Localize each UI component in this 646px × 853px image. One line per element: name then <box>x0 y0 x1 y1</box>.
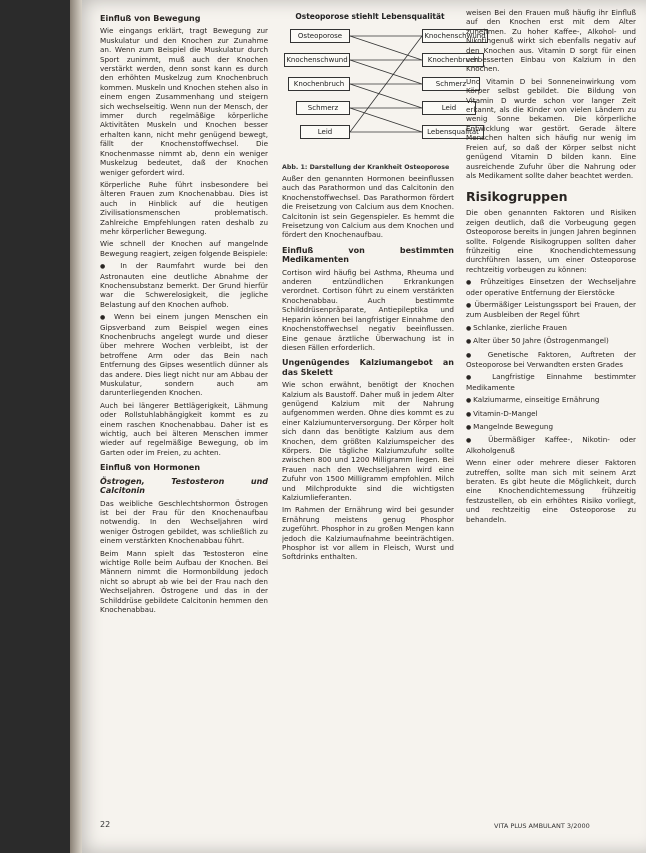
risk-bullet: ● Übermäßiger Kaffee-, Nikotin- oder Alkoholgenuß <box>466 435 636 455</box>
paragraph: Im Rahmen der Ernährung wird bei gesunder Ernährung meistens genug Phosphor zugeführt. Phosphor in zu großen Mengen kann jedoch die Kalziumaufnahme beeinträchtigen. Phosphor ist vor allem in Fleisch, Wurst und Softdrinks enthalten. <box>282 505 454 562</box>
diagram-box-left: Knochenbruch <box>288 77 350 91</box>
heading-hormone: Einfluß von Hormonen <box>100 463 201 473</box>
column-right <box>466 8 636 813</box>
heading-bewegung: Einfluß von Bewegung <box>100 14 201 23</box>
heading-medikamente: Einfluß von bestimmten Medikamenten <box>282 245 454 265</box>
bullet-item: ● Wenn bei einem jungen Menschen ein Gipsverband zum Beispiel wegen eines Knochenbruchs angelegt wurde und dieser über mehrere Wochen verbleibt, ist der betroffene Arm oder das Bein nach Entfernung des Gipses wesentlich dünner als das andere. Dies liegt nicht nur am Abbau der Muskulatur, sondern auch am darunterliegenden Knochen. <box>100 312 268 398</box>
diagram-box-left: Osteoporose <box>290 29 350 43</box>
paragraph: Auch bei längerer Bettlägerigkeit, Lähmung oder Rollstuhlabhängigkeit kommt es zu einem raschen Knochenabbau. Daher ist es wichtig, auch bei älteren Menschen immer wieder auf regelmäßige Bewegung, ob im Garten oder im Freien, zu achten. <box>100 400 268 457</box>
paragraph: Wie schnell der Knochen auf mangelnde Bewegung reagiert, zeigen folgende Beispiele: <box>100 239 268 258</box>
risk-bullet: ● Frühzeitiges Einsetzen der Wechseljahre oder operative Entfernung der Eierstöcke <box>466 277 636 297</box>
heading-kalzium: Ungenügendes Kalziumangebot an das Skelett <box>282 358 454 377</box>
diagram-box-left: Schmerz <box>296 101 350 115</box>
paragraph: Die oben genannten Faktoren und Risiken zeigen deutlich, daß die Vorbeugung gegen Osteoporose bereits in jungen Jahren beginnen sollte. Folgende Risikogruppen sollten daher frühzeitig eine Knochendichtemessung durchführen lassen, um einer Osteoporose rechtzeitig vorbeugen zu können: <box>466 208 636 274</box>
subheading-oestrogen: Östrogen, Testosteron und Calcitonin <box>100 476 268 496</box>
risk-bullet: ● Alter über 50 Jahre (Östrogenmangel) <box>466 336 636 346</box>
magazine-footer: VITA PLUS AMBULANT 3/2000 <box>494 822 590 830</box>
diagram-box-right: Schmerz <box>422 77 480 91</box>
risk-bullet: ● Mangelnde Bewegung <box>466 422 636 432</box>
book-spine <box>70 0 82 853</box>
heading-risikogruppen: Risikogruppen <box>466 189 568 205</box>
paragraph: Cortison wird häufig bei Asthma, Rheuma und anderen entzündlichen Erkrankungen verordnet. Cortison führt zu einem verstärkten Knochenabbau. Auch bestimmte Schilddrüsenpräparate, Antiepileptika und Heparin können bei langfristiger Einnahme den Knochenstoffwechsel negativ beeinflussen. Eine genaue ärztliche Überwachung ist in diesen Fällen erforderlich. <box>282 267 454 352</box>
diagram-caption: Abb. 1: Darstellung der Krankheit Osteoporose <box>282 164 450 171</box>
paragraph: Beim Mann spielt das Testosteron eine wichtige Rolle beim Aufbau der Knochen. Bei Männern nimmt die Hormonbildung jedoch nicht so abrupt ab wie bei der Frau nach den Wechseljahren. Östrogene und das in der Schilddrüse gebildete Calcitonin hemmen den Knochenabbau. <box>100 548 268 614</box>
paragraph: weisen Bei den Frauen muß häufig ihr Einfluß auf den Knochen erst mit dem Alter zunehmen. Zu hoher Kaffee-, Alkohol- und Nikotingenuß wirkt sich ebenfalls negativ auf den Knochen aus. Vitamin D sorgt für einen verbesserten Einbau von Kalzium in den Knochen. <box>466 8 636 74</box>
osteoporosis-diagram <box>282 12 486 174</box>
column-left <box>100 8 268 818</box>
risk-bullet: ● Übermäßiger Leistungssport bei Frauen, der zum Ausbleiben der Regel führt <box>466 300 636 320</box>
paragraph: Wenn einer oder mehrere dieser Faktoren zutreffen, sollte man sich mit seinem Arzt beraten. Es gibt heute die Möglichkeit, durch eine Knochendichtemessung frühzeitig festzustellen, ob ein erhöhtes Risiko vorliegt, und rechtzeitig eine Osteoporose zu behandeln. <box>466 458 636 524</box>
risk-bullet: ● Langfristige Einnahme bestimmter Medikamente <box>466 372 636 392</box>
risk-bullet: ● Kalziumarme, einseitige Ernährung <box>466 395 636 405</box>
diagram-box-right: Lebensqualität <box>422 125 484 139</box>
diagram-box-right: Leid <box>422 101 476 115</box>
paragraph: Das weibliche Geschlechtshormon Östrogen ist bei der Frau für den Knochenaufbau notwendig. In den Wechseljahren wird weniger Östrogen gebildet, was schließlich zu einem verstärkten Knochenabbau führt. <box>100 498 268 546</box>
diagram-title: Osteoporose stiehlt Lebensqualität <box>295 12 445 21</box>
paragraph: Wie schon erwähnt, benötigt der Knochen Kalzium als Baustoff. Daher muß in jedem Alter genügend Kalzium mit der Nahrung aufgenommen werden. Ohne dies kommt es zu einer Kalziumunterversorgung. Der Körper holt sich dann das benötigte Kalzium aus dem Knochen, dem größten Kalziumspeicher des Körpers. Die tägliche Kalziumzufuhr sollte zwischen 800 und 1200 Milligramm liegen. Bei Frauen nach den Wechseljahren wird eine Zufuhr von 1500 Milligramm empfohlen. Milch und Milchprodukte sind die wichtigsten Kalziumlieferanten. <box>282 380 454 502</box>
paragraph: Wie eingangs erklärt, tragt Bewegung zur Muskulatur und den Knochen zur Zunahme an. Wenn zum Beispiel die Muskulatur durch Sport zunimmt, muß auch der Knochen verstärkt werden, denn sonst kann es durch den erhöhten Muskelzug zum Knochenbruch kommen. Muskeln und Knochen stehen also in einem engen Zusammenhang und steigern sich wechselseitig. Wenn nun der Mensch, der immer durch regelmäßige körperliche Aktivitäten Muskeln und Knochen besser erhalten kann, nicht mehr genügend bewegt, fällt der Knochenstoffwechsel. Die Knochenmasse nimmt ab, denn ein weniger Muskelzug bedeutet, daß der Knochen weniger gefordert wird. <box>100 26 268 177</box>
bullet-item: ● In der Raumfahrt wurde bei den Astronauten eine deutliche Abnahme der Knochensubstanz bemerkt. Der Grund hierfür war die Schwerelosigkeit, die jegliche Belastung auf den Knochen aufhob. <box>100 261 268 309</box>
paragraph: Und Vitamin D bei Sonneneinwirkung vom Körper selbst gebildet. Die Bildung von Vitamin D wurde schon vor langer Zeit erkannt, als die Kinder von vielen Ländern zu wenig Sonne bekamen. Die körperliche Entwicklung war gestört. Gerade ältere Menschen halten sich häufig nur wenig im Freien auf, so daß der Körper selbst nicht genügend Vitamin D bilden kann. Eine ausreichende Zufuhr über die Nahrung oder als Medikament sollte daher beachtet werden. <box>466 76 636 180</box>
diagram-box-left: Leid <box>300 125 350 139</box>
risk-bullet: ● Genetische Faktoren, Auftreten der Osteoporose bei Verwandten ersten Grades <box>466 350 636 370</box>
diagram-box-left: Knochenschwund <box>284 53 350 67</box>
page-number: 22 <box>100 820 111 829</box>
diagram-box-right: Knochenschwund <box>422 29 488 43</box>
magazine-page <box>70 0 646 853</box>
risk-bullet: ● Schlanke, zierliche Frauen <box>466 323 636 333</box>
diagram-box-right: Knochenbruch <box>422 53 484 67</box>
risk-bullet: ● Vitamin-D-Mangel <box>466 409 636 419</box>
paragraph: Außer den genannten Hormonen beeinflussen auch das Parathormon und das Calcitonin den Knochenstoffwechsel. Das Parathormon fördert die Freisetzung von Calcium aus dem Knochen. Calcitonin ist sein Gegenspieler. Es hemmt die Freisetzung von Calcium aus dem Knochen und fördert den Knochenaufbau. <box>282 174 454 240</box>
column-middle <box>282 174 454 814</box>
paragraph: Körperliche Ruhe führt insbesondere bei älteren Frauen zum Knochenabbau. Dies ist auch in Hinblick auf die heutigen Zivilisationsmenschen problematisch. Zahlreiche Empfehlungen raten deshalb zu mehr körperlicher Bewegung. <box>100 179 268 236</box>
